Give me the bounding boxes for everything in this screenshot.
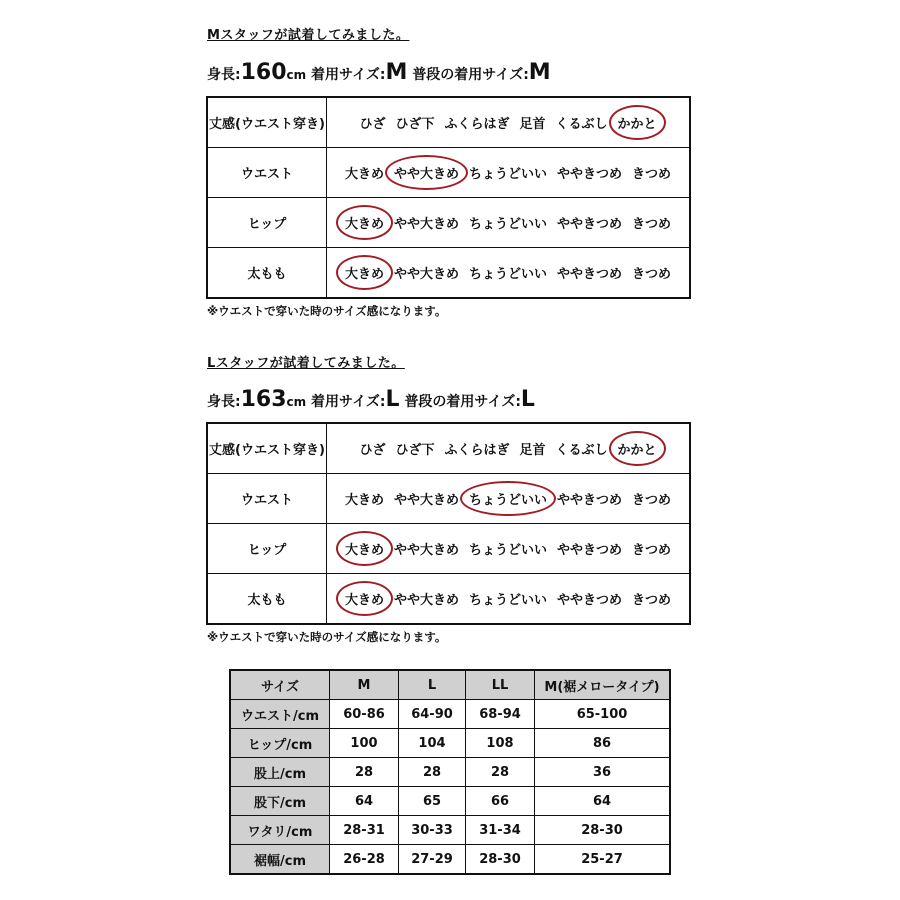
fit-row-label: ウエスト (207, 474, 327, 524)
height-unit: cm (286, 395, 307, 409)
fit-row-label: 太もも (207, 574, 327, 625)
fit-option: やや大きめ (393, 217, 459, 232)
fit-option: きつめ (632, 167, 672, 182)
height-unit: cm (286, 68, 307, 82)
size-cell: 100 (330, 729, 399, 758)
section-heading: Mスタッフが試着してみました。 (207, 28, 410, 43)
usual-size-value: L (520, 387, 535, 412)
size-table (229, 669, 671, 875)
fit-option: やや大きめ (393, 267, 459, 282)
fit-option: ちょうどいい (468, 217, 547, 232)
fit-option: 足首 (519, 117, 546, 132)
size-cell: 104 (399, 729, 466, 758)
fit-option-selected: 大きめ (340, 589, 389, 608)
fit-option: ちょうどいい (468, 167, 547, 182)
fit-options (327, 248, 691, 299)
size-cell: 27-29 (399, 845, 466, 875)
fit-option-selected: 大きめ (340, 213, 389, 232)
size-row-header: ウエスト/cm (230, 700, 330, 729)
size-header-row (230, 670, 670, 700)
fit-option: ちょうどいい (468, 543, 547, 558)
fit-options (327, 474, 691, 524)
staff-stats (207, 60, 551, 85)
fit-row (207, 474, 690, 524)
wear-size-value: M (385, 60, 408, 85)
fit-option: ちょうどいい (468, 267, 547, 282)
table-row (230, 845, 670, 875)
fit-note: ※ウエストで穿いた時のサイズ感になります。 (207, 304, 447, 318)
wear-size-label: 着用サイズ: (311, 394, 386, 410)
height-value: 163 (240, 387, 287, 412)
size-cell: 28 (399, 758, 466, 787)
size-cell: 66 (466, 787, 535, 816)
fit-option: ひざ (359, 117, 386, 132)
fit-option: 足首 (519, 443, 546, 458)
fit-option: ややきつめ (557, 593, 623, 608)
size-header-cell: LL (466, 670, 535, 700)
section-heading: Lスタッフが試着してみました。 (207, 356, 405, 371)
fit-row-label: 丈感(ウエスト穿き) (207, 97, 327, 148)
fit-option: きつめ (632, 543, 672, 558)
fit-option: きつめ (632, 217, 672, 232)
fit-option-selected: やや大きめ (389, 163, 464, 182)
fit-option: ふくらはぎ (444, 117, 510, 132)
fit-option: くるぶし (555, 117, 608, 132)
size-cell: 28 (466, 758, 535, 787)
fit-options (327, 423, 691, 474)
fit-option: 大きめ (344, 493, 384, 508)
fit-row-label: ウエスト (207, 148, 327, 198)
fit-option: やや大きめ (393, 543, 459, 558)
height-value: 160 (240, 60, 287, 85)
height-label: 身長: (207, 67, 241, 83)
size-cell: 26-28 (330, 845, 399, 875)
usual-size-value: M (528, 60, 551, 85)
fit-option-selected: かかと (613, 439, 662, 458)
fit-options (327, 148, 691, 198)
fit-option: 大きめ (344, 167, 384, 182)
fit-row-label: 太もも (207, 248, 327, 299)
fit-row (207, 248, 690, 299)
fit-options (327, 524, 691, 574)
fit-option: きつめ (632, 593, 672, 608)
fit-row-label: ヒップ (207, 524, 327, 574)
size-cell: 30-33 (399, 816, 466, 845)
fit-options (327, 198, 691, 248)
fit-option: きつめ (632, 267, 672, 282)
size-cell: 65-100 (535, 700, 671, 729)
wear-size-value: L (385, 387, 400, 412)
table-row (230, 816, 670, 845)
fit-row-label: 丈感(ウエスト穿き) (207, 423, 327, 474)
table-row (230, 729, 670, 758)
size-header-cell: サイズ (230, 670, 330, 700)
fit-option: ひざ下 (395, 443, 435, 458)
fit-option-selected: 大きめ (340, 263, 389, 282)
fit-table (206, 96, 691, 299)
size-cell: 64 (535, 787, 671, 816)
size-header-cell: L (399, 670, 466, 700)
fit-row (207, 148, 690, 198)
size-row-header: ヒップ/cm (230, 729, 330, 758)
fit-option: くるぶし (555, 443, 608, 458)
table-row (230, 700, 670, 729)
size-row-header: ワタリ/cm (230, 816, 330, 845)
fit-row (207, 574, 690, 625)
fit-option: ひざ (359, 443, 386, 458)
size-cell: 65 (399, 787, 466, 816)
fit-option: ふくらはぎ (444, 443, 510, 458)
fit-note: ※ウエストで穿いた時のサイズ感になります。 (207, 630, 447, 644)
usual-size-label: 普段の着用サイズ: (412, 67, 529, 83)
fit-option-selected: かかと (613, 113, 662, 132)
fit-option: やや大きめ (393, 593, 459, 608)
table-row (230, 787, 670, 816)
fit-row (207, 524, 690, 574)
fit-table (206, 422, 691, 625)
size-cell: 28-30 (466, 845, 535, 875)
fit-options (327, 574, 691, 625)
fit-option: ひざ下 (395, 117, 435, 132)
fit-row-label: ヒップ (207, 198, 327, 248)
size-cell: 64-90 (399, 700, 466, 729)
height-label: 身長: (207, 394, 241, 410)
wear-size-label: 着用サイズ: (311, 67, 386, 83)
fit-row (207, 97, 690, 148)
size-cell: 28-30 (535, 816, 671, 845)
size-cell: 25-27 (535, 845, 671, 875)
size-cell: 36 (535, 758, 671, 787)
staff-stats (207, 387, 535, 412)
size-row-header: 裾幅/cm (230, 845, 330, 875)
fit-row (207, 198, 690, 248)
fit-option: ちょうどいい (468, 593, 547, 608)
usual-size-label: 普段の着用サイズ: (404, 394, 521, 410)
fit-row (207, 423, 690, 474)
size-row-header: 股下/cm (230, 787, 330, 816)
fit-option: ややきつめ (557, 543, 623, 558)
size-cell: 60-86 (330, 700, 399, 729)
size-header-cell: M (330, 670, 399, 700)
size-cell: 68-94 (466, 700, 535, 729)
fit-option-selected: 大きめ (340, 539, 389, 558)
size-cell: 31-34 (466, 816, 535, 845)
table-row (230, 758, 670, 787)
size-cell: 108 (466, 729, 535, 758)
size-header-cell: M(裾メロータイプ) (535, 670, 671, 700)
fit-option: きつめ (632, 493, 672, 508)
size-cell: 86 (535, 729, 671, 758)
fit-option: ややきつめ (557, 493, 623, 508)
fit-option: ややきつめ (557, 267, 623, 282)
fit-option: やや大きめ (393, 493, 459, 508)
fit-option: ややきつめ (557, 217, 623, 232)
fit-option: ややきつめ (557, 167, 623, 182)
size-cell: 28 (330, 758, 399, 787)
size-cell: 64 (330, 787, 399, 816)
size-row-header: 股上/cm (230, 758, 330, 787)
size-cell: 28-31 (330, 816, 399, 845)
fit-options (327, 97, 691, 148)
fit-option-selected: ちょうどいい (464, 489, 552, 508)
